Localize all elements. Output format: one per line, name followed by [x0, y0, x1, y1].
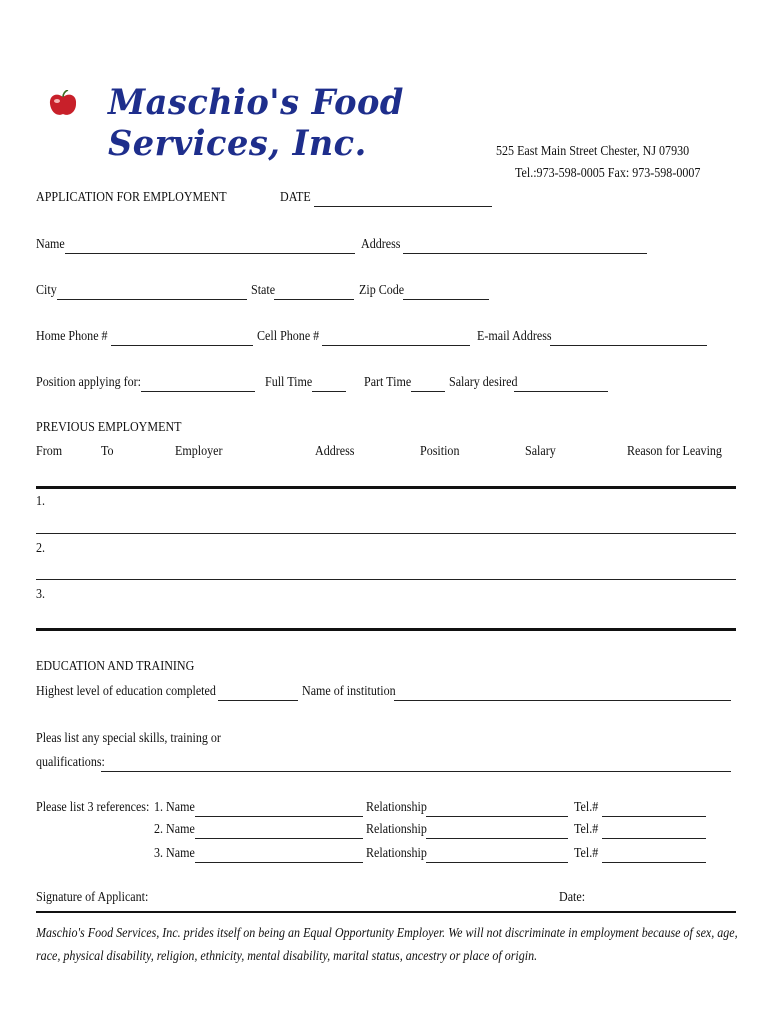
salary-label: Salary desired [449, 375, 518, 390]
employment-row-1-label: 1. [36, 494, 46, 509]
employment-row-1-field[interactable] [36, 533, 736, 534]
signature-date-label: Date: [559, 890, 586, 905]
company-address: 525 East Main Street Chester, NJ 07930 [496, 144, 690, 159]
reference-2-tel-label: Tel.# [574, 822, 599, 837]
column-salary: Salary [525, 444, 556, 459]
email-field[interactable] [550, 345, 707, 346]
eeo-line-2: race, physical disability, religion, ethnicity, mental disability, marital status, ancestry or place of origin. [36, 949, 538, 964]
city-field[interactable] [57, 299, 247, 300]
state-label: State [251, 283, 276, 298]
position-field[interactable] [141, 391, 255, 392]
column-from: From [36, 444, 63, 459]
section-divider [36, 628, 736, 631]
column-position: Position [420, 444, 460, 459]
qualifications-label: qualifications: [36, 755, 105, 770]
address-field[interactable] [403, 253, 647, 254]
part-time-label: Part Time [364, 375, 412, 390]
employment-row-2-field[interactable] [36, 579, 736, 580]
eeo-statement [36, 922, 736, 968]
name-field[interactable] [65, 253, 355, 254]
city-label: City [36, 283, 57, 298]
reference-1-relationship-label: Relationship [366, 800, 427, 815]
email-label: E-mail Address [477, 329, 552, 344]
reference-1-tel-field[interactable] [602, 816, 706, 817]
date-label: DATE [280, 190, 311, 205]
zip-field[interactable] [403, 299, 489, 300]
address-label: Address [361, 237, 401, 252]
institution-field[interactable] [394, 700, 731, 701]
education-heading: EDUCATION AND TRAINING [36, 659, 195, 674]
logo-wordmark: Maschio's Food Services, Inc. [108, 82, 404, 164]
full-time-label: Full Time [265, 375, 313, 390]
column-to: To [101, 444, 114, 459]
reference-3-tel-field[interactable] [602, 862, 706, 863]
name-label: Name [36, 237, 65, 252]
reference-2-relationship-label: Relationship [366, 822, 427, 837]
reference-2-name-field[interactable] [195, 838, 363, 839]
reference-1-name-label: 1. Name [154, 800, 195, 815]
reference-1-tel-label: Tel.# [574, 800, 599, 815]
home-phone-label: Home Phone # [36, 329, 108, 344]
company-logo [36, 60, 420, 164]
institution-label: Name of institution [302, 684, 396, 699]
skills-label: Pleas list any special skills, training or [36, 731, 221, 746]
column-reason: Reason for Leaving [627, 444, 722, 459]
education-level-field[interactable] [218, 700, 298, 701]
zip-label: Zip Code [359, 283, 405, 298]
eeo-line-1: Maschio's Food Services, Inc. prides itself on being an Equal Opportunity Employer. We will not discriminate in employment because of sex, age, [36, 926, 738, 941]
reference-1-relationship-field[interactable] [426, 816, 568, 817]
full-time-field[interactable] [312, 391, 346, 392]
home-phone-field[interactable] [111, 345, 253, 346]
state-field[interactable] [274, 299, 354, 300]
reference-3-name-field[interactable] [195, 862, 363, 863]
company-contact: Tel.:973-598-0005 Fax: 973-598-0007 [515, 166, 701, 181]
column-employer: Employer [175, 444, 223, 459]
education-level-label: Highest level of education completed [36, 684, 216, 699]
employment-row-2-label: 2. [36, 541, 46, 556]
cell-phone-label: Cell Phone # [257, 329, 320, 344]
employment-row-3-label: 3. [36, 587, 46, 602]
position-label: Position applying for: [36, 375, 142, 390]
previous-employment-heading: PREVIOUS EMPLOYMENT [36, 420, 182, 435]
reference-2-relationship-field[interactable] [426, 838, 568, 839]
reference-3-relationship-field[interactable] [426, 862, 568, 863]
cell-phone-field[interactable] [322, 345, 470, 346]
signature-label: Signature of Applicant: [36, 890, 149, 905]
reference-3-name-label: 3. Name [154, 846, 195, 861]
section-divider [36, 486, 736, 489]
reference-1-name-field[interactable] [195, 816, 363, 817]
reference-3-tel-label: Tel.# [574, 846, 599, 861]
column-address: Address [315, 444, 355, 459]
form-title: APPLICATION FOR EMPLOYMENT [36, 190, 227, 205]
reference-2-name-label: 2. Name [154, 822, 195, 837]
apple-icon [48, 90, 78, 118]
reference-3-relationship-label: Relationship [366, 846, 427, 861]
salary-field[interactable] [514, 391, 608, 392]
signature-line[interactable] [36, 911, 736, 913]
reference-2-tel-field[interactable] [602, 838, 706, 839]
references-label: Please list 3 references: [36, 800, 150, 815]
qualifications-field[interactable] [101, 771, 731, 772]
part-time-field[interactable] [411, 391, 445, 392]
date-field[interactable] [314, 206, 492, 207]
